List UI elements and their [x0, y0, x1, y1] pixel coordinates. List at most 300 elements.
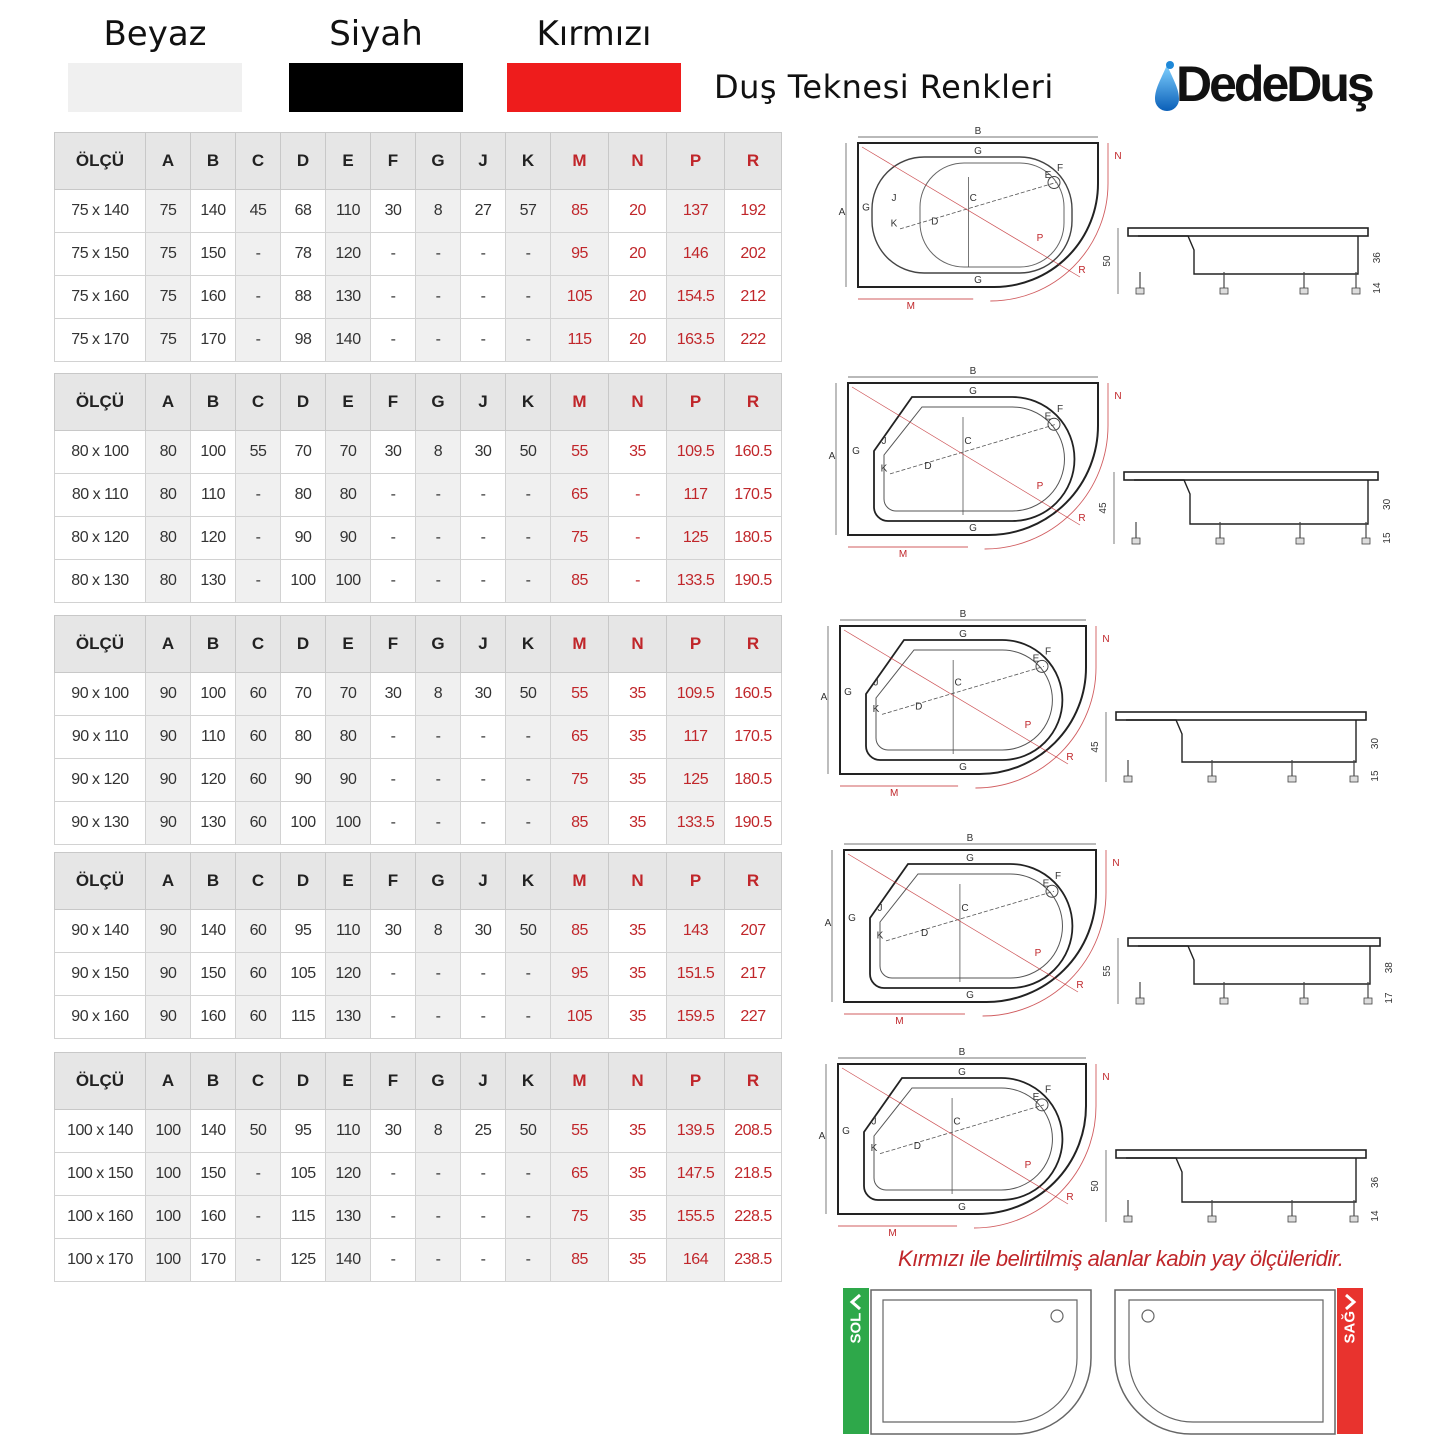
- label-c: C: [961, 903, 969, 915]
- table-cell: 80: [146, 560, 191, 603]
- label-g-bottom: G: [958, 1202, 966, 1213]
- table-cell: 50: [506, 431, 551, 474]
- table-cell: -: [236, 276, 281, 319]
- side-bottom-label: 14: [1370, 1210, 1381, 1222]
- tub-plan-diagram: [819, 1047, 1110, 1239]
- table-cell: 90 x 110: [55, 716, 146, 759]
- colors-heading: Duş Teknesi Renkleri: [714, 68, 1054, 106]
- table-cell: 105: [281, 1153, 326, 1196]
- table-cell: 75 x 170: [55, 319, 146, 362]
- table-cell: 57: [506, 190, 551, 233]
- side-top-label: 38: [1384, 962, 1395, 974]
- table-cell: 100: [191, 673, 236, 716]
- table-cell: 117: [667, 716, 725, 759]
- table-cell: 70: [281, 673, 326, 716]
- label-c: C: [954, 677, 962, 689]
- table-cell: 75: [146, 233, 191, 276]
- table-cell: 100 x 160: [55, 1196, 146, 1239]
- tub-foot: [1136, 288, 1144, 294]
- table-cell: -: [416, 1196, 461, 1239]
- tub-side-view: [1090, 1150, 1381, 1222]
- table-cell: 115: [551, 319, 609, 362]
- label-d: D: [921, 927, 929, 939]
- table-cell: 140: [191, 1110, 236, 1153]
- table-cell: -: [416, 474, 461, 517]
- label-m: M: [888, 1228, 897, 1239]
- label-g-bottom: G: [969, 523, 977, 534]
- label-g-left: G: [848, 913, 856, 925]
- table-cell: -: [371, 716, 416, 759]
- column-header: N: [609, 853, 667, 910]
- table-cell: 154.5: [667, 276, 725, 319]
- tub-foot: [1208, 776, 1216, 782]
- table-cell: 90: [146, 910, 191, 953]
- table-cell: 150: [191, 953, 236, 996]
- column-header: P: [667, 133, 725, 190]
- label-j: J: [873, 677, 879, 689]
- table-cell: 80 x 120: [55, 517, 146, 560]
- table-cell: 170: [191, 1239, 236, 1282]
- table-cell: -: [461, 996, 506, 1039]
- column-header: C: [236, 1053, 281, 1110]
- table-cell: 190.5: [725, 560, 782, 603]
- table-cell: -: [371, 1239, 416, 1282]
- label-k: K: [870, 1143, 878, 1155]
- table-cell: 120: [191, 759, 236, 802]
- table-cell: 109.5: [667, 431, 725, 474]
- table-cell: 120: [326, 953, 371, 996]
- label-p: P: [1024, 720, 1032, 731]
- table-cell: 120: [326, 1153, 371, 1196]
- column-header: A: [146, 133, 191, 190]
- label-g-left: G: [852, 446, 860, 458]
- label-g-bottom: G: [959, 762, 967, 773]
- table-cell: -: [371, 276, 416, 319]
- label-m: M: [895, 1016, 904, 1027]
- table-cell: 80: [146, 431, 191, 474]
- table-cell: 90 x 160: [55, 996, 146, 1039]
- label-e: E: [1044, 169, 1052, 181]
- table-cell: 100: [326, 560, 371, 603]
- column-header: K: [506, 616, 551, 673]
- column-header: K: [506, 133, 551, 190]
- table-cell: 95: [281, 910, 326, 953]
- table-cell: 120: [191, 517, 236, 560]
- table-cell: 8: [416, 910, 461, 953]
- table-cell: 212: [725, 276, 782, 319]
- table-cell: 117: [667, 474, 725, 517]
- tub-foot: [1216, 538, 1224, 544]
- side-height-label: 50: [1102, 255, 1113, 267]
- label-k: K: [890, 218, 898, 230]
- side-bottom-label: 14: [1372, 282, 1383, 294]
- table-cell: 88: [281, 276, 326, 319]
- table-cell: 110: [326, 1110, 371, 1153]
- label-g-bottom: G: [966, 990, 974, 1001]
- label-b: B: [959, 609, 967, 620]
- tub-foot: [1350, 1216, 1358, 1222]
- table-cell: 105: [281, 953, 326, 996]
- table-cell: 68: [281, 190, 326, 233]
- table-cell: 218.5: [725, 1153, 782, 1196]
- tub-foot: [1124, 1216, 1132, 1222]
- label-r: R: [1076, 980, 1084, 991]
- table-cell: 70: [281, 431, 326, 474]
- table-cell: 60: [236, 953, 281, 996]
- table-cell: 70: [326, 673, 371, 716]
- column-header: D: [281, 1053, 326, 1110]
- table-cell: 190.5: [725, 802, 782, 845]
- label-c: C: [964, 436, 972, 448]
- table-cell: 65: [551, 716, 609, 759]
- table-cell: 85: [551, 190, 609, 233]
- label-f: F: [1056, 162, 1064, 174]
- table-cell: 75 x 150: [55, 233, 146, 276]
- table-cell: 20: [609, 276, 667, 319]
- table-cell: 238.5: [725, 1239, 782, 1282]
- table-cell: 100: [146, 1110, 191, 1153]
- table-cell: 217: [725, 953, 782, 996]
- table-cell: -: [371, 1196, 416, 1239]
- table-cell: 90: [281, 759, 326, 802]
- side-top-label: 36: [1372, 252, 1383, 264]
- table-cell: 35: [609, 759, 667, 802]
- table-cell: 130: [326, 276, 371, 319]
- table-cell: 115: [281, 996, 326, 1039]
- table-cell: 130: [326, 1196, 371, 1239]
- tub-foot: [1364, 998, 1372, 1004]
- column-header: F: [371, 374, 416, 431]
- table-cell: 110: [191, 474, 236, 517]
- tub-foot: [1208, 1216, 1216, 1222]
- tub-rim: [1128, 938, 1380, 946]
- table-cell: 90: [326, 517, 371, 560]
- table-cell: 90: [146, 716, 191, 759]
- table-cell: -: [461, 759, 506, 802]
- tub-plan-diagram: [821, 609, 1110, 799]
- column-header: J: [461, 616, 506, 673]
- table-cell: 75: [146, 319, 191, 362]
- table-cell: 80 x 100: [55, 431, 146, 474]
- column-header: P: [667, 374, 725, 431]
- table-cell: 98: [281, 319, 326, 362]
- table-cell: 192: [725, 190, 782, 233]
- column-header: N: [609, 374, 667, 431]
- table-cell: 80: [326, 716, 371, 759]
- table-cell: 120: [326, 233, 371, 276]
- label-d: D: [931, 216, 939, 228]
- table-cell: -: [416, 1239, 461, 1282]
- table-cell: 90: [146, 673, 191, 716]
- table-cell: -: [506, 1196, 551, 1239]
- table-cell: 45: [236, 190, 281, 233]
- table-cell: -: [609, 517, 667, 560]
- table-cell: -: [609, 474, 667, 517]
- tub-plan-diagram: [825, 833, 1120, 1027]
- table-cell: 60: [236, 759, 281, 802]
- table-cell: 95: [551, 953, 609, 996]
- label-m: M: [889, 788, 899, 799]
- table-cell: 80 x 130: [55, 560, 146, 603]
- table-cell: -: [461, 1239, 506, 1282]
- label-n: N: [1102, 1072, 1110, 1083]
- column-header: F: [371, 853, 416, 910]
- column-header: D: [281, 133, 326, 190]
- label-d: D: [915, 701, 923, 713]
- label-e: E: [1032, 1091, 1040, 1103]
- brand-name: DedeDuş: [1176, 56, 1372, 112]
- label-a: A: [838, 207, 846, 218]
- label-m: M: [898, 549, 908, 560]
- table-cell: -: [609, 560, 667, 603]
- tub-body: [1126, 1158, 1356, 1202]
- label-g: G: [959, 629, 967, 640]
- column-header: D: [281, 616, 326, 673]
- tub-rim: [1116, 712, 1366, 720]
- tub-foot: [1300, 998, 1308, 1004]
- table-cell: 130: [326, 996, 371, 1039]
- table-cell: 35: [609, 1110, 667, 1153]
- table-cell: 143: [667, 910, 725, 953]
- table-cell: -: [461, 560, 506, 603]
- table-cell: 75: [551, 517, 609, 560]
- side-top-label: 30: [1382, 498, 1393, 510]
- table-cell: -: [236, 319, 281, 362]
- table-cell: 35: [609, 1196, 667, 1239]
- column-header: K: [506, 853, 551, 910]
- label-e: E: [1032, 653, 1040, 665]
- label-r: R: [1078, 513, 1086, 524]
- table-cell: 90: [146, 996, 191, 1039]
- table-cell: -: [236, 474, 281, 517]
- table-cell: 8: [416, 190, 461, 233]
- table-cell: 140: [326, 1239, 371, 1282]
- table-cell: 133.5: [667, 560, 725, 603]
- table-cell: -: [416, 233, 461, 276]
- table-cell: 75 x 140: [55, 190, 146, 233]
- table-cell: -: [371, 802, 416, 845]
- column-header: A: [146, 1053, 191, 1110]
- table-cell: 160: [191, 1196, 236, 1239]
- column-header: R: [725, 616, 782, 673]
- table-cell: 170: [191, 319, 236, 362]
- label-b: B: [969, 366, 977, 377]
- label-g: G: [966, 853, 974, 864]
- column-header: E: [326, 616, 371, 673]
- column-header: M: [551, 853, 609, 910]
- label-n: N: [1112, 858, 1120, 869]
- table-cell: 133.5: [667, 802, 725, 845]
- table-cell: -: [236, 1196, 281, 1239]
- table-cell: 75: [146, 276, 191, 319]
- tub-rim: [1124, 472, 1378, 480]
- column-header: N: [609, 1053, 667, 1110]
- table-cell: -: [461, 1153, 506, 1196]
- column-header: K: [506, 374, 551, 431]
- tub-foot: [1350, 776, 1358, 782]
- table-cell: 60: [236, 996, 281, 1039]
- label-b: B: [966, 833, 974, 844]
- tub-foot: [1124, 776, 1132, 782]
- table-cell: -: [371, 1153, 416, 1196]
- column-header: D: [281, 374, 326, 431]
- table-cell: 125: [281, 1239, 326, 1282]
- table-cell: 222: [725, 319, 782, 362]
- table-cell: -: [461, 276, 506, 319]
- table-cell: -: [506, 474, 551, 517]
- table-cell: -: [506, 1239, 551, 1282]
- table-cell: 130: [191, 560, 236, 603]
- table-cell: 75: [551, 1196, 609, 1239]
- tub-side-view: [1102, 938, 1395, 1004]
- table-cell: 85: [551, 560, 609, 603]
- table-cell: 55: [551, 673, 609, 716]
- table-cell: 8: [416, 1110, 461, 1153]
- column-header: B: [191, 374, 236, 431]
- column-header: J: [461, 133, 506, 190]
- column-header: C: [236, 616, 281, 673]
- table-cell: 35: [609, 953, 667, 996]
- table-cell: 202: [725, 233, 782, 276]
- table-cell: 159.5: [667, 996, 725, 1039]
- column-header: P: [667, 1053, 725, 1110]
- table-cell: -: [506, 759, 551, 802]
- label-d: D: [924, 460, 932, 472]
- tub-rim: [1116, 1150, 1366, 1158]
- table-cell: 140: [191, 190, 236, 233]
- table-cell: 90 x 120: [55, 759, 146, 802]
- table-cell: 139.5: [667, 1110, 725, 1153]
- table-cell: -: [371, 474, 416, 517]
- column-header: ÖLÇÜ: [55, 853, 146, 910]
- tub-rim: [1128, 228, 1368, 236]
- column-header: R: [725, 374, 782, 431]
- column-header: G: [416, 853, 461, 910]
- table-cell: -: [371, 517, 416, 560]
- table-cell: 146: [667, 233, 725, 276]
- side-height-label: 45: [1098, 502, 1109, 514]
- table-cell: 140: [191, 910, 236, 953]
- swatch-label-white: Beyaz: [103, 14, 207, 54]
- table-cell: 80: [281, 716, 326, 759]
- label-a: A: [820, 692, 828, 703]
- table-cell: 100: [326, 802, 371, 845]
- table-cell: -: [416, 517, 461, 560]
- column-header: B: [191, 853, 236, 910]
- table-cell: 20: [609, 233, 667, 276]
- table-cell: 150: [191, 1153, 236, 1196]
- table-cell: 160: [191, 996, 236, 1039]
- table-cell: 50: [506, 910, 551, 953]
- column-header: G: [416, 374, 461, 431]
- label-a: A: [818, 1131, 826, 1142]
- side-height-label: 55: [1102, 965, 1113, 977]
- column-header: N: [609, 616, 667, 673]
- label-f: F: [1044, 646, 1052, 658]
- table-cell: 60: [236, 910, 281, 953]
- table-cell: 95: [281, 1110, 326, 1153]
- side-bottom-label: 15: [1382, 532, 1393, 544]
- table-cell: -: [416, 319, 461, 362]
- label-r: R: [1078, 265, 1086, 276]
- table-cell: 30: [461, 673, 506, 716]
- label-g-bottom: G: [974, 275, 982, 286]
- table-cell: -: [506, 953, 551, 996]
- column-header: J: [461, 374, 506, 431]
- table-cell: 150: [191, 233, 236, 276]
- orientation-tub-drawings: [869, 1288, 1349, 1436]
- label-r: R: [1066, 1192, 1074, 1203]
- table-cell: -: [506, 319, 551, 362]
- table-cell: 90: [326, 759, 371, 802]
- table-cell: -: [506, 802, 551, 845]
- table-cell: 115: [281, 1196, 326, 1239]
- table-cell: 109.5: [667, 673, 725, 716]
- table-cell: -: [461, 474, 506, 517]
- table-cell: 30: [371, 673, 416, 716]
- swatch-label-red: Kırmızı: [536, 14, 652, 54]
- swatch-label-black: Siyah: [329, 14, 423, 54]
- label-p: P: [1024, 1160, 1032, 1171]
- table-cell: 80: [146, 474, 191, 517]
- table-cell: 30: [461, 431, 506, 474]
- table-cell: 50: [506, 673, 551, 716]
- table-cell: 75: [551, 759, 609, 802]
- label-b: B: [974, 126, 982, 137]
- left-label: SOL: [847, 1312, 865, 1344]
- table-cell: -: [416, 560, 461, 603]
- table-cell: 78: [281, 233, 326, 276]
- table-cell: 80: [146, 517, 191, 560]
- table-cell: 227: [725, 996, 782, 1039]
- table-cell: 65: [551, 1153, 609, 1196]
- label-p: P: [1036, 233, 1044, 244]
- label-k: K: [876, 930, 884, 942]
- table-cell: 80: [281, 474, 326, 517]
- column-header: R: [725, 853, 782, 910]
- label-b: B: [958, 1047, 966, 1058]
- table-cell: 27: [461, 190, 506, 233]
- left-orientation-bar: [843, 1288, 869, 1434]
- tub-foot: [1220, 998, 1228, 1004]
- table-cell: -: [236, 517, 281, 560]
- table-cell: 55: [236, 431, 281, 474]
- table-cell: 60: [236, 802, 281, 845]
- label-j: J: [877, 903, 883, 915]
- table-cell: 35: [609, 802, 667, 845]
- column-header: G: [416, 616, 461, 673]
- table-cell: 100: [146, 1196, 191, 1239]
- table-cell: -: [506, 1153, 551, 1196]
- table-cell: 20: [609, 190, 667, 233]
- table-cell: 30: [371, 1110, 416, 1153]
- tub-body: [1138, 236, 1358, 274]
- table-cell: 160.5: [725, 431, 782, 474]
- table-cell: -: [461, 953, 506, 996]
- label-n: N: [1114, 151, 1122, 162]
- table-cell: 35: [609, 673, 667, 716]
- column-header: ÖLÇÜ: [55, 374, 146, 431]
- table-cell: -: [506, 560, 551, 603]
- label-g: G: [958, 1067, 966, 1078]
- right-label: SAĞ: [1341, 1310, 1359, 1344]
- table-cell: -: [416, 276, 461, 319]
- table-cell: -: [371, 233, 416, 276]
- table-cell: 90: [146, 759, 191, 802]
- label-g: G: [969, 386, 977, 397]
- table-cell: 125: [667, 517, 725, 560]
- table-cell: -: [416, 759, 461, 802]
